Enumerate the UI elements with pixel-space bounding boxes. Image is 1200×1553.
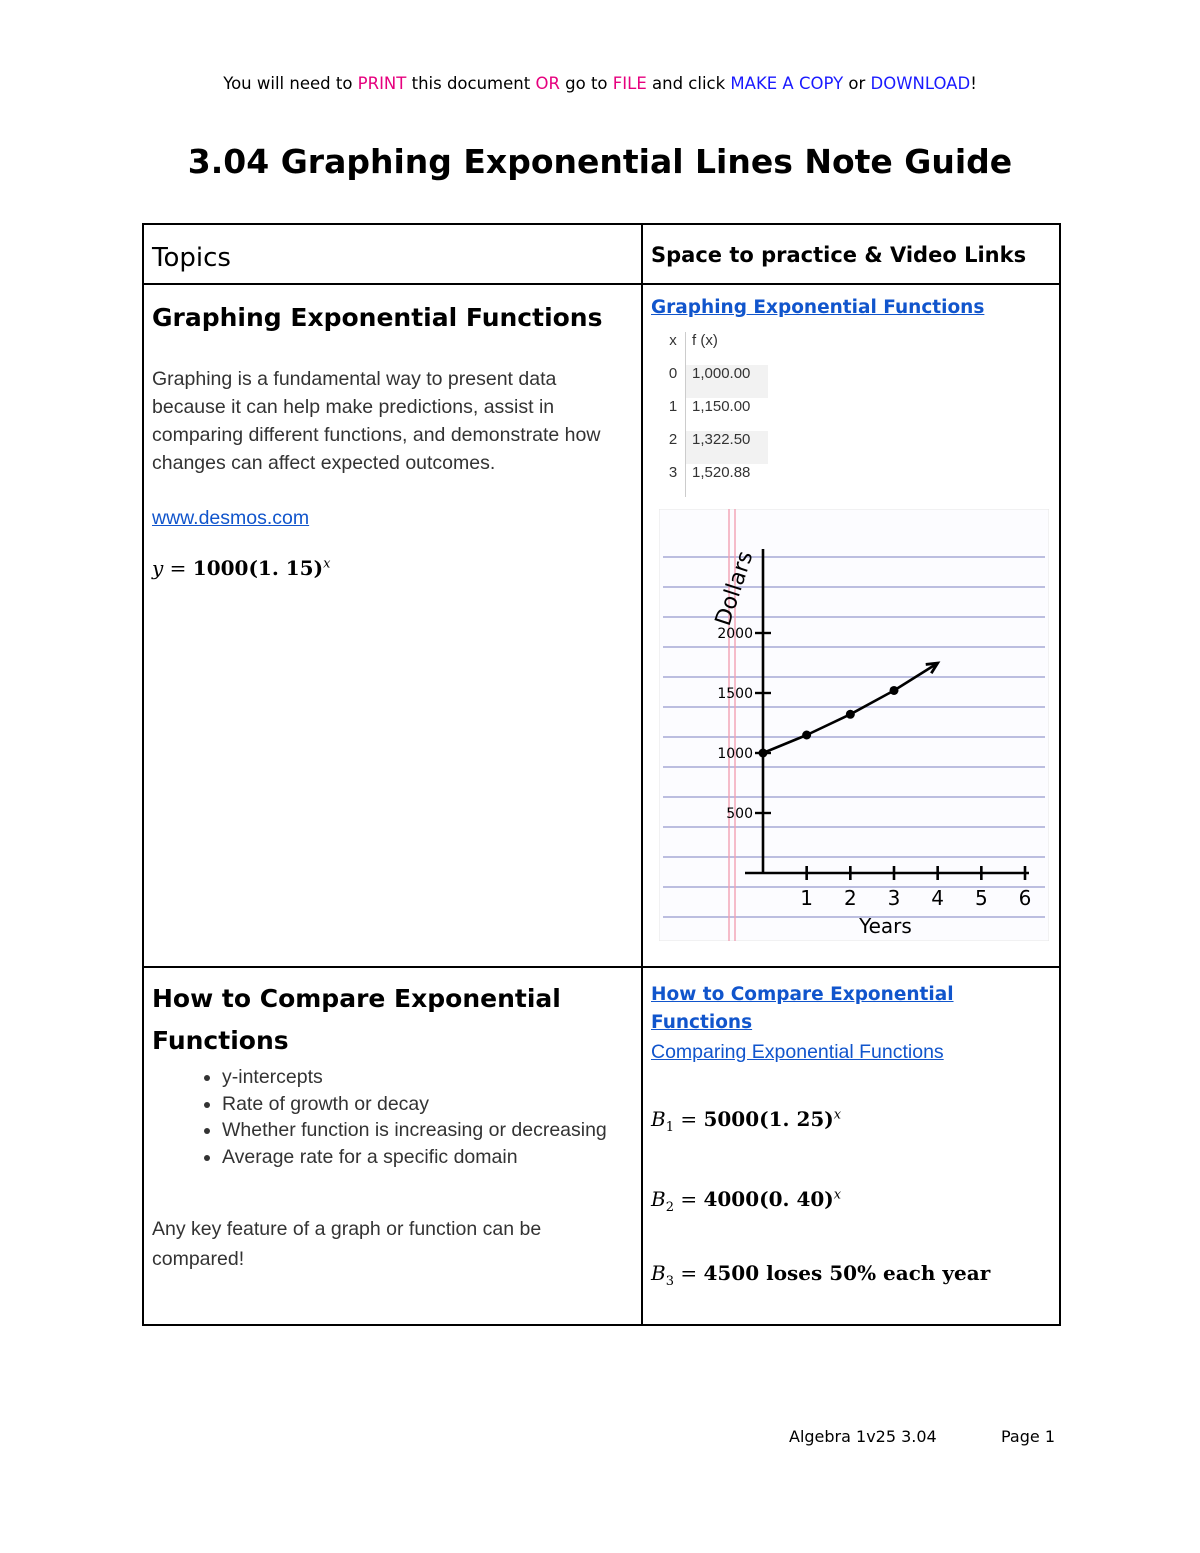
formula-sub: 3 — [665, 1274, 674, 1289]
row1-formula — [152, 556, 633, 580]
footer-course: Algebra 1v25 3.04 — [789, 1427, 937, 1446]
list-item: • Whether function is increasing or decreasing — [222, 1117, 633, 1144]
banner-text: this document — [406, 74, 536, 93]
fx-x: 3 — [661, 464, 686, 497]
compare-video-link[interactable]: How to Compare Exponential Functions — [651, 984, 954, 1033]
y-tick-label: 2000 — [717, 626, 753, 642]
desmos-link[interactable]: www.desmos.com — [152, 507, 310, 529]
compare-note: Any key feature of a graph or function can be compared! — [152, 1218, 542, 1270]
x-tick-label: 5 — [974, 886, 988, 910]
banner-text: You will need to — [223, 74, 358, 93]
formula-exp: x — [833, 1187, 842, 1203]
row1-paragraph: Graphing is a fundamental way to present data because it can help make predictions, assist in comparing different functions, and demonstrate how changes can affect expected outcomes. — [152, 368, 601, 474]
formula-exp: x — [323, 556, 331, 572]
x-tick-label: 4 — [931, 886, 945, 910]
list-item: • Rate of growth or decay — [222, 1091, 633, 1118]
formula-var: y — [152, 556, 164, 580]
b2-formula — [651, 1187, 1051, 1215]
b1-formula — [651, 1107, 1051, 1135]
y-axis-label: Dollars — [710, 548, 759, 629]
row1-topic-cell — [143, 284, 642, 967]
row1-practice-cell — [642, 284, 1060, 967]
formula-sub: 2 — [665, 1200, 674, 1215]
x-tick-label: 1 — [800, 886, 814, 910]
formula-var: B — [651, 1107, 666, 1131]
formula-rhs: 4500 loses 50% each year — [703, 1261, 991, 1285]
formula-eq: = — [673, 1187, 704, 1211]
print-instructions-banner — [0, 74, 1200, 93]
formula-rhs: 5000(1. 25) — [703, 1107, 834, 1131]
fx-header-x: x — [661, 332, 686, 365]
banner-text: go to — [559, 74, 613, 93]
fx-value: 1,322.50 — [686, 431, 769, 464]
row2-practice-cell — [642, 967, 1060, 1325]
formula-rhs: 4000(0. 40) — [703, 1187, 834, 1211]
fx-x: 0 — [661, 365, 686, 398]
comparing-link[interactable]: Comparing Exponential Functions — [651, 1041, 944, 1063]
banner-download: DOWNLOAD — [870, 74, 971, 93]
data-point — [759, 749, 768, 758]
row2-heading: How to Compare Exponential Functions — [152, 984, 561, 1055]
x-tick-label: 3 — [887, 886, 901, 910]
y-tick-label: 1000 — [717, 746, 753, 762]
row1-heading: Graphing Exponential Functions — [152, 303, 603, 332]
compare-bullets — [152, 1064, 633, 1170]
graph-paper — [659, 509, 1049, 941]
header-practice-label: Space to practice & Video Links — [651, 243, 1027, 267]
fx-header-fx: f (x) — [692, 332, 718, 349]
fx-value: 1,000.00 — [686, 365, 769, 398]
banner-text: ! — [970, 74, 977, 93]
footer-page-number: Page 1 — [1001, 1427, 1055, 1446]
x-axis-label: Years — [859, 914, 912, 938]
formula-eq: = — [673, 1261, 704, 1285]
header-practice — [642, 224, 1060, 284]
row2-topic-cell — [143, 967, 642, 1325]
list-item: • y-intercepts — [222, 1064, 633, 1091]
formula-eq: = — [163, 556, 193, 580]
formula-exp: x — [833, 1107, 842, 1123]
banner-print: PRINT — [357, 74, 407, 93]
banner-make-copy: MAKE A COPY — [730, 74, 844, 93]
formula-var: B — [651, 1187, 666, 1211]
b3-formula — [651, 1261, 1051, 1289]
data-point — [802, 731, 811, 740]
banner-or: OR — [535, 74, 560, 93]
banner-text: or — [843, 74, 871, 93]
header-topics-label: Topics — [152, 243, 231, 273]
table-row — [661, 464, 768, 497]
formula-sub: 1 — [665, 1120, 674, 1135]
banner-text: and click — [646, 74, 731, 93]
data-point — [890, 686, 899, 695]
y-tick-label: 1500 — [717, 686, 753, 702]
table-row — [661, 365, 768, 398]
formula-rhs: 1000(1. 15) — [192, 556, 324, 580]
header-topics — [143, 224, 642, 284]
formula-var: B — [651, 1261, 666, 1285]
list-item: • Average rate for a specific domain — [222, 1144, 633, 1171]
fx-x: 1 — [661, 398, 686, 431]
fx-value: 1,520.88 — [692, 464, 751, 481]
fx-value: 1,150.00 — [692, 398, 751, 415]
y-tick-label: 500 — [726, 806, 753, 822]
formula-eq: = — [673, 1107, 704, 1131]
fx-x: 2 — [661, 431, 686, 464]
table-row — [661, 431, 768, 464]
data-point — [846, 710, 855, 719]
graphing-video-link[interactable]: Graphing Exponential Functions — [651, 297, 985, 318]
notes-table — [142, 223, 1061, 1326]
page-title: 3.04 Graphing Exponential Lines Note Guide — [187, 142, 1013, 181]
exponential-graph — [659, 509, 1049, 941]
table-row — [661, 398, 768, 431]
x-tick-label: 2 — [843, 886, 857, 910]
x-tick-label: 6 — [1018, 886, 1032, 910]
fx-table — [661, 332, 768, 497]
banner-file: FILE — [612, 74, 647, 93]
